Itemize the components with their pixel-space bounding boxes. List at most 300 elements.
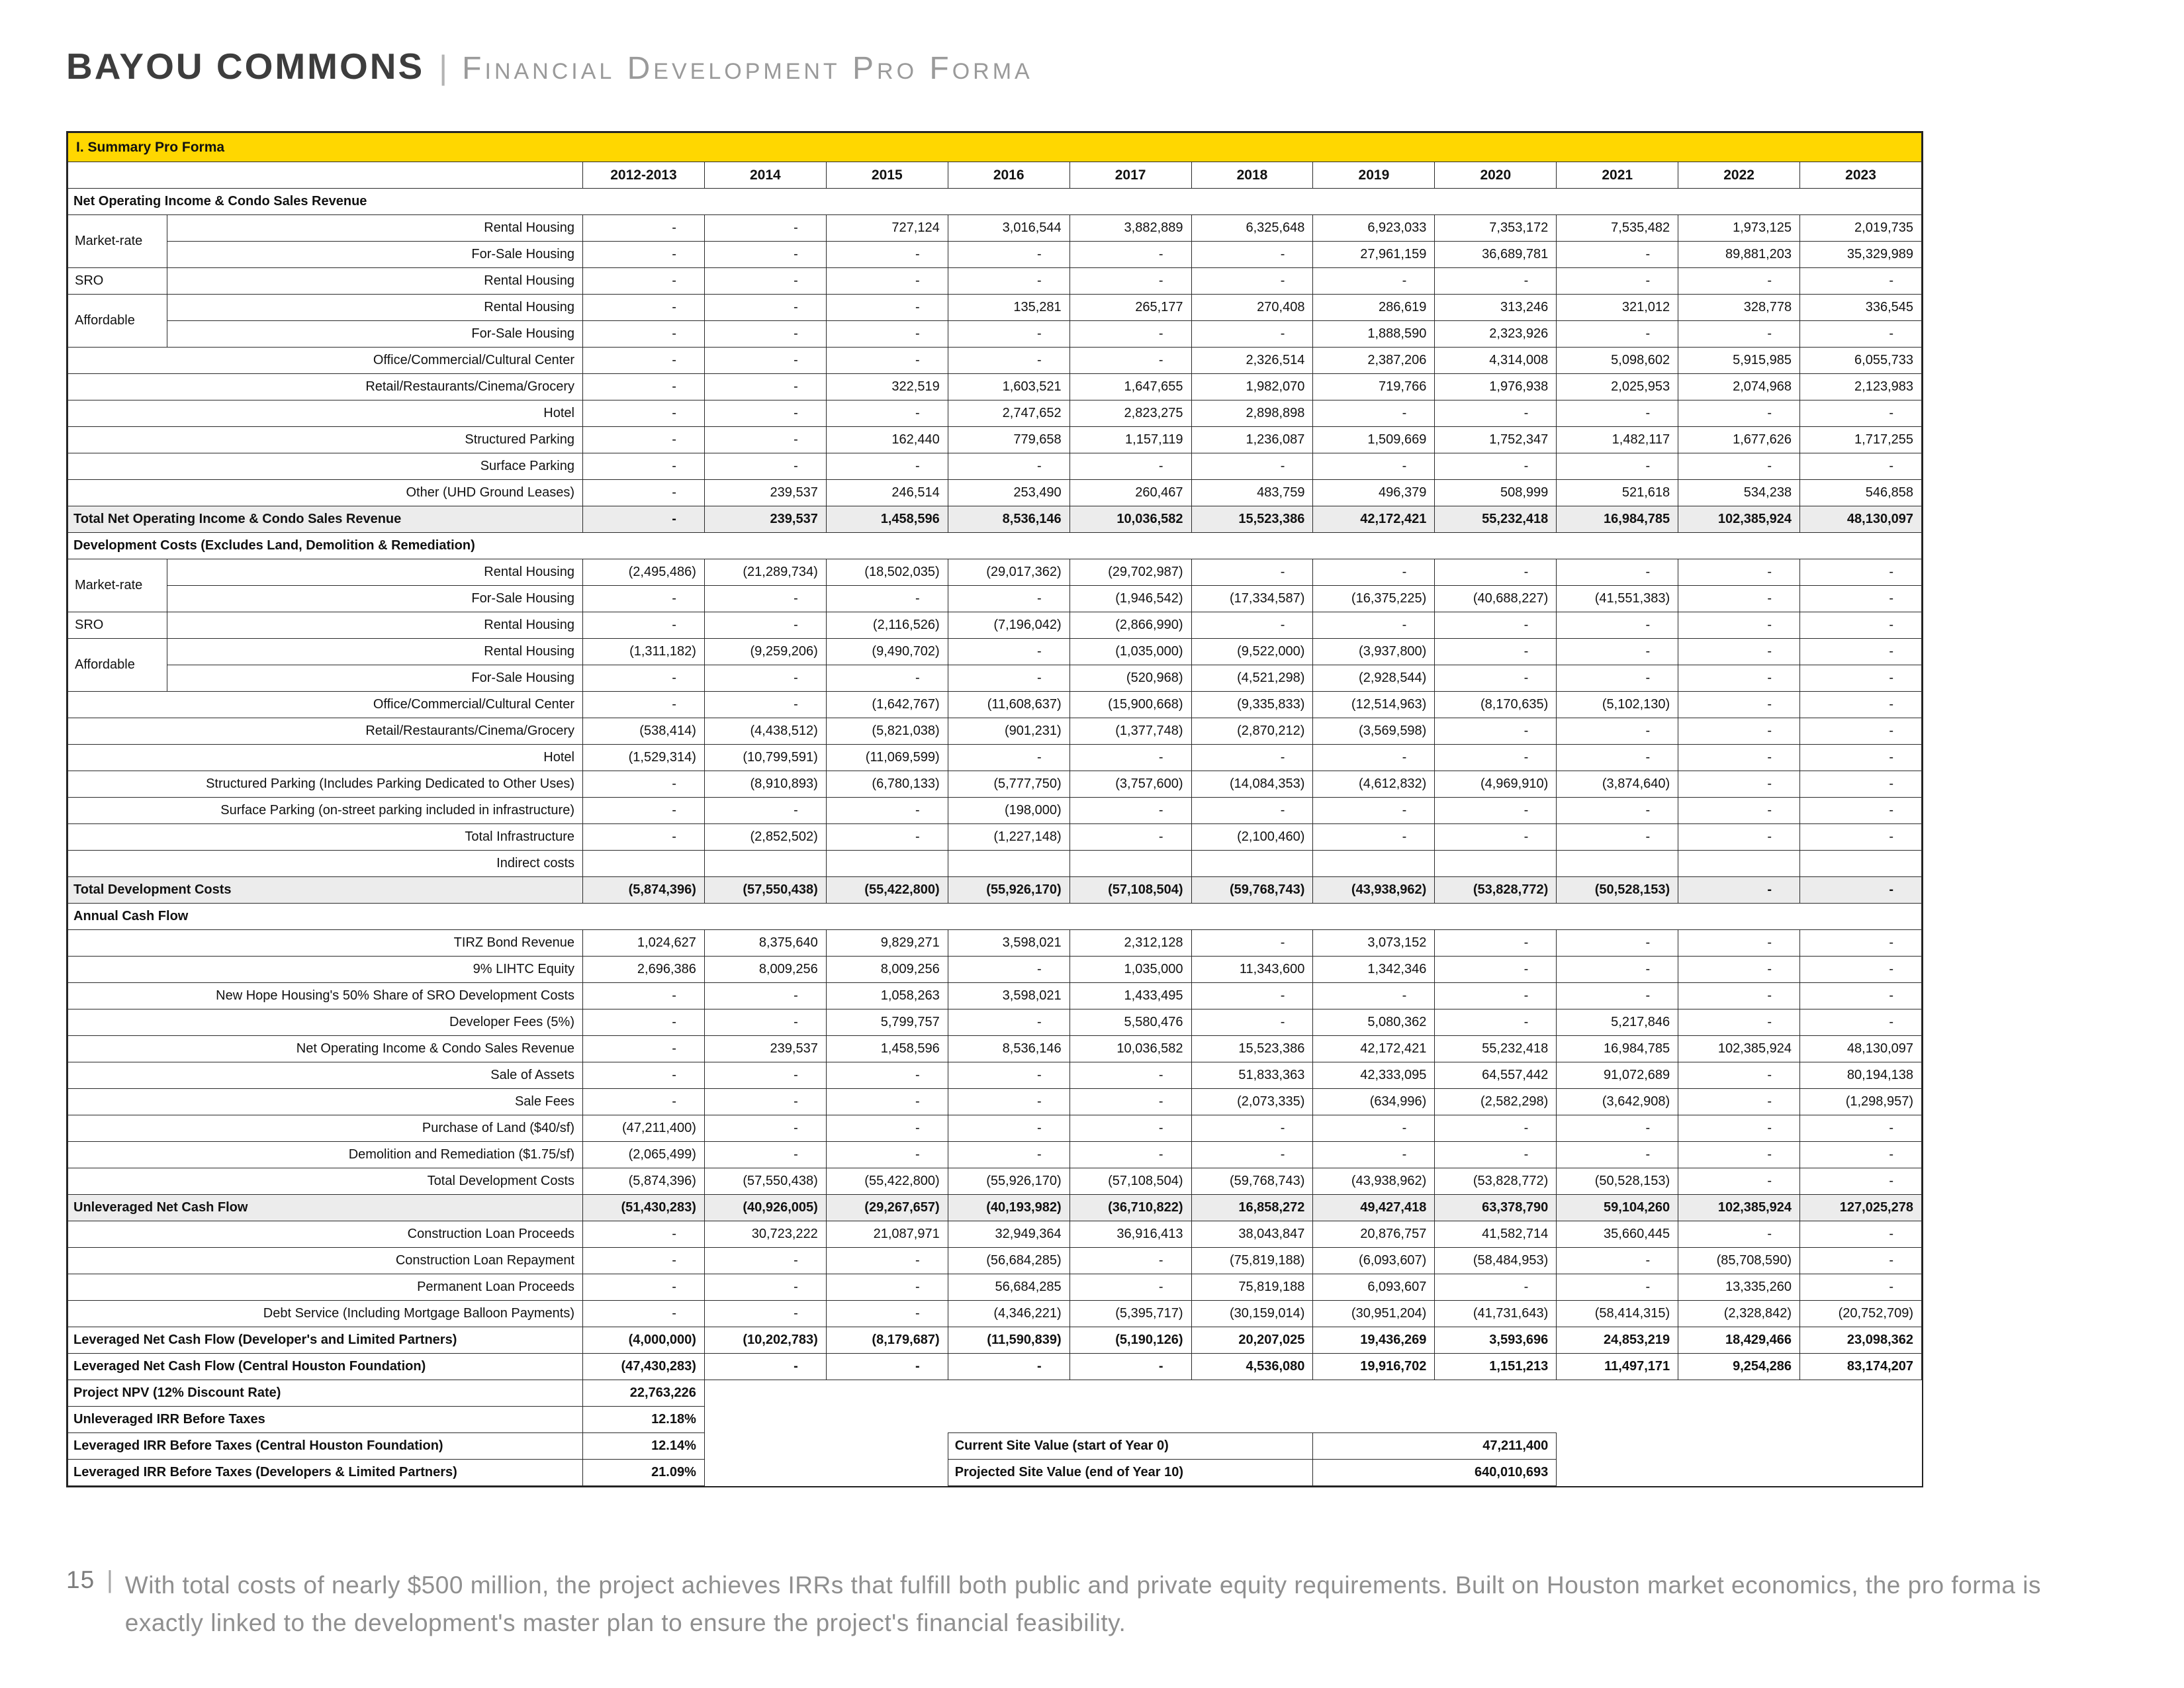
value-cell: - <box>1313 824 1435 851</box>
value-cell: - <box>583 242 705 268</box>
value-cell: 239,537 <box>704 1036 826 1062</box>
value-cell: 2,312,128 <box>1069 930 1191 957</box>
row-label: Structured Parking <box>68 427 583 453</box>
value-cell: - <box>1069 348 1191 374</box>
value-cell: - <box>704 1301 826 1327</box>
value-cell: 9,254,286 <box>1678 1354 1800 1380</box>
value-cell: 5,580,476 <box>1069 1009 1191 1036</box>
table-row <box>68 1009 1922 1036</box>
value-cell: (20,752,709) <box>1800 1301 1922 1327</box>
value-cell: - <box>1557 665 1678 692</box>
value-cell: 1,458,596 <box>826 506 948 533</box>
value-cell: 3,073,152 <box>1313 930 1435 957</box>
row-label: Rental Housing <box>167 639 583 665</box>
value-cell: - <box>1557 1142 1678 1168</box>
row-label: For-Sale Housing <box>167 242 583 268</box>
total-row <box>68 1354 1922 1380</box>
value-cell: - <box>1069 1142 1191 1168</box>
value-cell <box>583 851 705 877</box>
value-cell: - <box>826 400 948 427</box>
value-cell: (55,422,800) <box>826 877 948 904</box>
value-cell: - <box>1557 1274 1678 1301</box>
value-cell: (11,590,839) <box>948 1327 1069 1354</box>
value-cell: 7,353,172 <box>1435 215 1557 242</box>
value-cell: 24,853,219 <box>1557 1327 1678 1354</box>
value-cell: - <box>948 957 1069 983</box>
total-row <box>68 1195 1922 1221</box>
value-cell: - <box>704 374 826 400</box>
value-cell: 2,123,983 <box>1800 374 1922 400</box>
value-cell: - <box>1678 665 1800 692</box>
value-cell: 2,696,386 <box>583 957 705 983</box>
value-cell: - <box>1557 321 1678 348</box>
title-subtitle: Financial Development Pro Forma <box>462 51 1033 86</box>
value-cell: 2,019,735 <box>1800 215 1922 242</box>
value-cell: - <box>1678 1115 1800 1142</box>
value-cell: - <box>1435 745 1557 771</box>
value-cell: - <box>1800 745 1922 771</box>
value-cell: - <box>1800 1221 1922 1248</box>
value-cell: 336,545 <box>1800 295 1922 321</box>
value-cell: 1,982,070 <box>1191 374 1313 400</box>
value-cell: - <box>1069 1274 1191 1301</box>
table-row <box>68 1142 1922 1168</box>
value-cell: 35,660,445 <box>1557 1221 1678 1248</box>
value-cell: - <box>826 1301 948 1327</box>
value-cell: (4,969,910) <box>1435 771 1557 798</box>
value-cell: 41,582,714 <box>1435 1221 1557 1248</box>
year-header: 2020 <box>1435 162 1557 189</box>
value-cell: 55,232,418 <box>1435 1036 1557 1062</box>
table-row <box>68 268 1922 295</box>
table-row <box>68 692 1922 718</box>
value-cell: (198,000) <box>948 798 1069 824</box>
value-cell: - <box>1678 453 1800 480</box>
value-cell: (2,100,460) <box>1191 824 1313 851</box>
value-cell: - <box>1557 930 1678 957</box>
value-cell: - <box>1557 745 1678 771</box>
value-cell: - <box>948 639 1069 665</box>
value-cell: - <box>704 242 826 268</box>
value-cell: - <box>1069 1115 1191 1142</box>
value-cell: - <box>704 453 826 480</box>
value-cell: (47,430,283) <box>583 1354 705 1380</box>
value-cell: (59,768,743) <box>1191 877 1313 904</box>
value-cell: 727,124 <box>826 215 948 242</box>
value-cell: 11,497,171 <box>1557 1354 1678 1380</box>
table-row <box>68 1248 1922 1274</box>
value-cell: - <box>583 1062 705 1089</box>
row-label: Total Net Operating Income & Condo Sales Revenue <box>68 506 583 533</box>
value-cell: - <box>1069 1062 1191 1089</box>
value-cell: (16,375,225) <box>1313 586 1435 612</box>
value-cell: (58,484,953) <box>1435 1248 1557 1274</box>
value-cell: - <box>1678 824 1800 851</box>
value-cell: - <box>1800 930 1922 957</box>
value-cell: (2,073,335) <box>1191 1089 1313 1115</box>
value-cell: (47,211,400) <box>583 1115 705 1142</box>
value-cell: - <box>1313 400 1435 427</box>
value-cell: (901,231) <box>948 718 1069 745</box>
value-cell: - <box>583 453 705 480</box>
table-row <box>68 348 1922 374</box>
table-row <box>68 427 1922 453</box>
value-cell <box>1069 851 1191 877</box>
row-label: Leveraged Net Cash Flow (Developer's and Limited Partners) <box>68 1327 583 1354</box>
value-cell: (3,569,598) <box>1313 718 1435 745</box>
row-label: Office/Commercial/Cultural Center <box>68 348 583 374</box>
value-cell: - <box>583 824 705 851</box>
value-cell: 75,819,188 <box>1191 1274 1313 1301</box>
value-cell: (51,430,283) <box>583 1195 705 1221</box>
value-cell: (14,084,353) <box>1191 771 1313 798</box>
row-label: Total Development Costs <box>68 877 583 904</box>
value-cell: - <box>1557 1115 1678 1142</box>
value-cell: (634,996) <box>1313 1089 1435 1115</box>
value-cell: - <box>826 1089 948 1115</box>
value-cell: - <box>1557 242 1678 268</box>
value-cell: (7,196,042) <box>948 612 1069 639</box>
table-row <box>68 983 1922 1009</box>
value-cell: 1,509,669 <box>1313 427 1435 453</box>
year-header: 2015 <box>826 162 948 189</box>
table-row <box>68 612 1922 639</box>
value-cell: - <box>1435 1274 1557 1301</box>
value-cell: (21,289,734) <box>704 559 826 586</box>
value-cell: - <box>1313 798 1435 824</box>
value-cell: 508,999 <box>1435 480 1557 506</box>
table-row <box>68 321 1922 348</box>
value-cell: 1,976,938 <box>1435 374 1557 400</box>
value-cell: 4,536,080 <box>1191 1354 1313 1380</box>
value-cell: 1,677,626 <box>1678 427 1800 453</box>
value-cell: (55,926,170) <box>948 877 1069 904</box>
summary-label: Leveraged IRR Before Taxes (Developers & Limited Partners) <box>68 1460 583 1486</box>
value-cell: (3,757,600) <box>1069 771 1191 798</box>
value-cell: 48,130,097 <box>1800 506 1922 533</box>
row-label: Rental Housing <box>167 559 583 586</box>
value-cell: (1,529,314) <box>583 745 705 771</box>
value-cell: 5,799,757 <box>826 1009 948 1036</box>
value-cell: - <box>1313 1115 1435 1142</box>
value-cell: - <box>1800 718 1922 745</box>
proforma-body <box>68 133 1922 1486</box>
row-label: Debt Service (Including Mortgage Balloon Payments) <box>68 1301 583 1327</box>
section-row <box>68 189 1922 215</box>
value-cell: - <box>1800 400 1922 427</box>
value-cell: - <box>1800 1009 1922 1036</box>
value-cell: - <box>1435 798 1557 824</box>
value-cell: - <box>826 453 948 480</box>
value-cell: - <box>704 665 826 692</box>
value-cell: 1,717,255 <box>1800 427 1922 453</box>
value-cell: 1,236,087 <box>1191 427 1313 453</box>
value-cell: - <box>948 1354 1069 1380</box>
value-cell: (8,910,893) <box>704 771 826 798</box>
value-cell: (57,550,438) <box>704 1168 826 1195</box>
value-cell: - <box>1678 1168 1800 1195</box>
value-cell: (4,521,298) <box>1191 665 1313 692</box>
value-cell: - <box>826 1274 948 1301</box>
value-cell <box>1435 851 1557 877</box>
value-cell: - <box>1678 930 1800 957</box>
value-cell: - <box>1069 242 1191 268</box>
value-cell: 3,593,696 <box>1435 1327 1557 1354</box>
value-cell: - <box>826 1142 948 1168</box>
value-cell: - <box>1435 930 1557 957</box>
value-cell: (1,311,182) <box>583 639 705 665</box>
value-cell: 15,523,386 <box>1191 1036 1313 1062</box>
value-cell: - <box>826 268 948 295</box>
value-cell: - <box>1191 798 1313 824</box>
value-cell: - <box>1557 957 1678 983</box>
value-cell: - <box>704 1354 826 1380</box>
value-cell: (40,193,982) <box>948 1195 1069 1221</box>
value-cell: - <box>583 1274 705 1301</box>
value-cell: - <box>1800 957 1922 983</box>
value-cell <box>1313 851 1435 877</box>
value-cell: (4,346,221) <box>948 1301 1069 1327</box>
value-cell: - <box>948 1115 1069 1142</box>
value-cell: - <box>583 427 705 453</box>
value-cell: 2,823,275 <box>1069 400 1191 427</box>
value-cell: - <box>583 1301 705 1327</box>
value-cell: (58,414,315) <box>1557 1301 1678 1327</box>
value-cell: 55,232,418 <box>1435 506 1557 533</box>
value-cell: - <box>1678 983 1800 1009</box>
value-cell: - <box>1435 718 1557 745</box>
value-cell <box>948 851 1069 877</box>
table-row <box>68 1062 1922 1089</box>
value-cell: - <box>1800 824 1922 851</box>
value-cell: 162,440 <box>826 427 948 453</box>
value-cell: (40,926,005) <box>704 1195 826 1221</box>
value-cell: - <box>1557 268 1678 295</box>
value-cell: - <box>1435 268 1557 295</box>
value-cell: 51,833,363 <box>1191 1062 1313 1089</box>
value-cell: 64,557,442 <box>1435 1062 1557 1089</box>
value-cell: 483,759 <box>1191 480 1313 506</box>
value-cell: (2,928,544) <box>1313 665 1435 692</box>
value-cell: - <box>948 321 1069 348</box>
blank-cell <box>704 1380 1921 1407</box>
footer <box>66 1566 2124 1642</box>
blank-cell <box>704 1460 948 1486</box>
value-cell: (2,495,486) <box>583 559 705 586</box>
value-cell: - <box>1313 1142 1435 1168</box>
section-row <box>68 904 1922 930</box>
value-cell: - <box>583 268 705 295</box>
value-cell: 42,333,095 <box>1313 1062 1435 1089</box>
summary-row <box>68 1407 1922 1433</box>
value-cell: - <box>1069 321 1191 348</box>
value-cell: 2,074,968 <box>1678 374 1800 400</box>
row-label: Surface Parking <box>68 453 583 480</box>
value-cell: - <box>704 612 826 639</box>
value-cell: 48,130,097 <box>1800 1036 1922 1062</box>
table-row <box>68 374 1922 400</box>
row-label: Hotel <box>68 745 583 771</box>
row-label: Office/Commercial/Cultural Center <box>68 692 583 718</box>
value-cell: (5,777,750) <box>948 771 1069 798</box>
blank-cell <box>704 1407 1921 1433</box>
value-cell: - <box>1191 559 1313 586</box>
value-cell: - <box>1435 400 1557 427</box>
value-cell: 4,314,008 <box>1435 348 1557 374</box>
value-cell: - <box>704 321 826 348</box>
value-cell: (8,170,635) <box>1435 692 1557 718</box>
value-cell: 42,172,421 <box>1313 1036 1435 1062</box>
sitebox-label: Current Site Value (start of Year 0) <box>948 1433 1313 1460</box>
value-cell: - <box>583 983 705 1009</box>
value-cell: 8,009,256 <box>826 957 948 983</box>
value-cell: 19,436,269 <box>1313 1327 1435 1354</box>
value-cell: - <box>1313 745 1435 771</box>
value-cell: - <box>583 215 705 242</box>
value-cell: - <box>704 427 826 453</box>
value-cell: (55,926,170) <box>948 1168 1069 1195</box>
summary-value: 12.18% <box>583 1407 705 1433</box>
row-label: Leveraged Net Cash Flow (Central Houston Foundation) <box>68 1354 583 1380</box>
value-cell: - <box>1069 745 1191 771</box>
value-cell: (4,612,832) <box>1313 771 1435 798</box>
row-label: For-Sale Housing <box>167 586 583 612</box>
value-cell: 5,098,602 <box>1557 348 1678 374</box>
value-cell: - <box>1678 877 1800 904</box>
value-cell: - <box>704 215 826 242</box>
value-cell: (50,528,153) <box>1557 1168 1678 1195</box>
value-cell: 5,915,985 <box>1678 348 1800 374</box>
row-label: Rental Housing <box>167 215 583 242</box>
row-label: 9% LIHTC Equity <box>68 957 583 983</box>
value-cell: - <box>1678 771 1800 798</box>
year-header: 2023 <box>1800 162 1922 189</box>
value-cell: 534,238 <box>1678 480 1800 506</box>
value-cell: - <box>583 665 705 692</box>
table-row <box>68 1274 1922 1301</box>
value-cell: - <box>1313 268 1435 295</box>
value-cell: - <box>1678 612 1800 639</box>
value-cell: 59,104,260 <box>1557 1195 1678 1221</box>
value-cell: (9,335,833) <box>1191 692 1313 718</box>
value-cell: (41,731,643) <box>1435 1301 1557 1327</box>
title-main: BAYOU COMMONS <box>66 46 425 87</box>
value-cell: (5,102,130) <box>1557 692 1678 718</box>
value-cell: 2,025,953 <box>1557 374 1678 400</box>
value-cell: - <box>583 506 705 533</box>
row-label: For-Sale Housing <box>167 665 583 692</box>
summary-label: Project NPV (12% Discount Rate) <box>68 1380 583 1407</box>
value-cell: 36,916,413 <box>1069 1221 1191 1248</box>
value-cell: 102,385,924 <box>1678 1195 1800 1221</box>
value-cell: 246,514 <box>826 480 948 506</box>
value-cell: - <box>704 400 826 427</box>
value-cell: - <box>1678 321 1800 348</box>
value-cell: 23,098,362 <box>1800 1327 1922 1354</box>
value-cell: (53,828,772) <box>1435 1168 1557 1195</box>
value-cell: - <box>1557 718 1678 745</box>
row-label: New Hope Housing's 50% Share of SRO Development Costs <box>68 983 583 1009</box>
value-cell: (29,017,362) <box>948 559 1069 586</box>
table-row <box>68 824 1922 851</box>
value-cell: (15,900,668) <box>1069 692 1191 718</box>
value-cell: - <box>1678 586 1800 612</box>
value-cell: (57,108,504) <box>1069 877 1191 904</box>
value-cell: - <box>948 745 1069 771</box>
row-label: Indirect costs <box>68 851 583 877</box>
value-cell: - <box>948 1009 1069 1036</box>
value-cell: 127,025,278 <box>1800 1195 1922 1221</box>
year-header: 2016 <box>948 162 1069 189</box>
row-label: Sale Fees <box>68 1089 583 1115</box>
value-cell: - <box>1435 559 1557 586</box>
value-cell: - <box>1678 400 1800 427</box>
value-cell: 1,058,263 <box>826 983 948 1009</box>
value-cell: 779,658 <box>948 427 1069 453</box>
value-cell: 1,482,117 <box>1557 427 1678 453</box>
row-label: Retail/Restaurants/Cinema/Grocery <box>68 374 583 400</box>
value-cell: 3,882,889 <box>1069 215 1191 242</box>
table-row <box>68 559 1922 586</box>
value-cell: 36,689,781 <box>1435 242 1557 268</box>
value-cell: - <box>826 1062 948 1089</box>
value-cell: - <box>1435 453 1557 480</box>
value-cell: 1,342,346 <box>1313 957 1435 983</box>
value-cell: (36,710,822) <box>1069 1195 1191 1221</box>
value-cell: 20,207,025 <box>1191 1327 1313 1354</box>
value-cell: (1,035,000) <box>1069 639 1191 665</box>
value-cell: 322,519 <box>826 374 948 400</box>
value-cell: (4,000,000) <box>583 1327 705 1354</box>
value-cell: (2,852,502) <box>704 824 826 851</box>
table-row <box>68 1168 1922 1195</box>
value-cell: - <box>948 242 1069 268</box>
value-cell: 8,536,146 <box>948 506 1069 533</box>
row-label: Demolition and Remediation ($1.75/sf) <box>68 1142 583 1168</box>
value-cell: - <box>1678 1089 1800 1115</box>
value-cell: 286,619 <box>1313 295 1435 321</box>
value-cell: - <box>1191 242 1313 268</box>
group-label: Affordable <box>68 639 167 692</box>
value-cell: 19,916,702 <box>1313 1354 1435 1380</box>
value-cell <box>826 851 948 877</box>
value-cell: 6,093,607 <box>1313 1274 1435 1301</box>
year-header: 2018 <box>1191 162 1313 189</box>
value-cell: (29,267,657) <box>826 1195 948 1221</box>
table-row <box>68 665 1922 692</box>
value-cell: 253,490 <box>948 480 1069 506</box>
band-title: I. Summary Pro Forma <box>68 133 1922 162</box>
value-cell: 328,778 <box>1678 295 1800 321</box>
value-cell: 8,375,640 <box>704 930 826 957</box>
value-cell: - <box>826 798 948 824</box>
summary-row <box>68 1380 1922 1407</box>
value-cell: - <box>1678 1221 1800 1248</box>
row-label: Hotel <box>68 400 583 427</box>
summary-value: 22,763,226 <box>583 1380 705 1407</box>
section-label: Annual Cash Flow <box>68 904 1922 930</box>
summary-value: 12.14% <box>583 1433 705 1460</box>
value-cell: - <box>826 1115 948 1142</box>
row-label: Sale of Assets <box>68 1062 583 1089</box>
value-cell: 2,387,206 <box>1313 348 1435 374</box>
value-cell: - <box>1800 321 1922 348</box>
value-cell <box>1191 851 1313 877</box>
table-row <box>68 215 1922 242</box>
row-label: Developer Fees (5%) <box>68 1009 583 1036</box>
value-cell: - <box>583 374 705 400</box>
value-cell: 1,888,590 <box>1313 321 1435 348</box>
